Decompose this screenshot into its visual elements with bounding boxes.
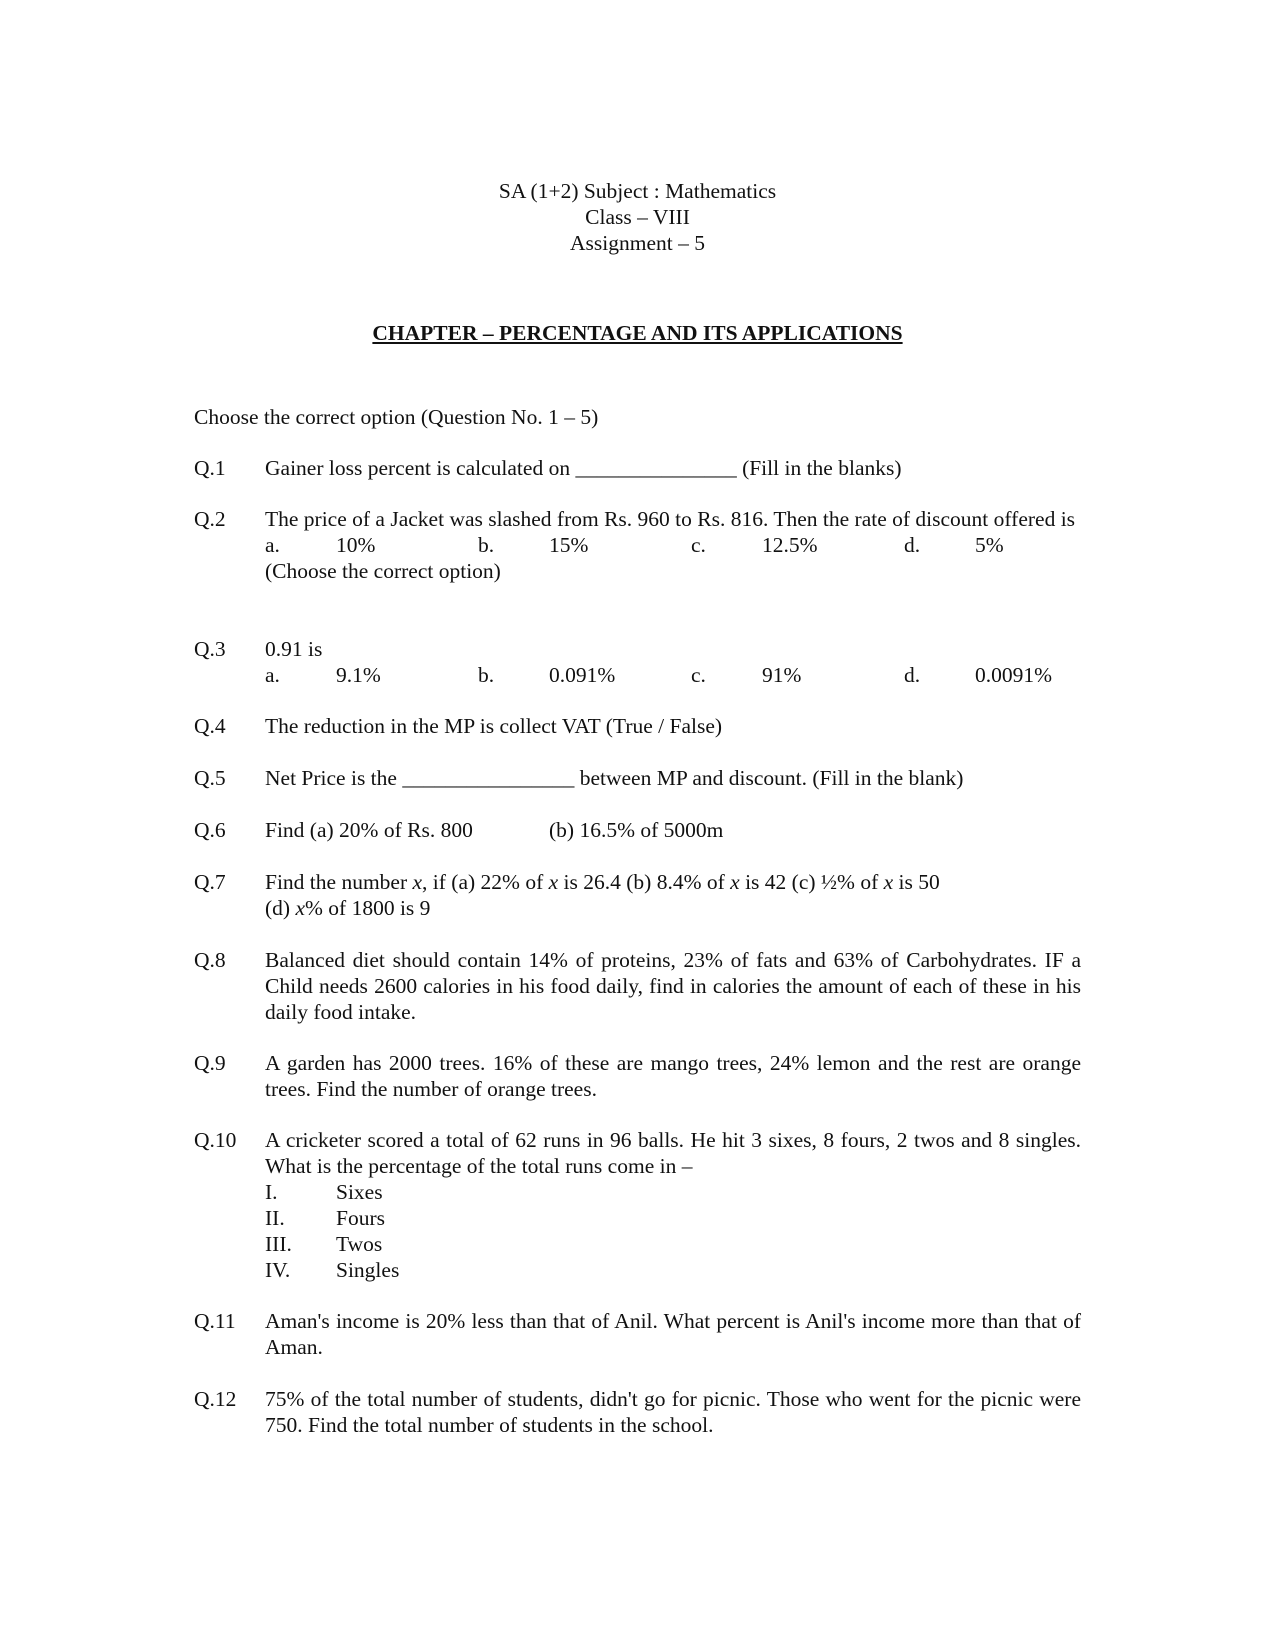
question-4 xyxy=(194,713,1084,739)
assignment-line: Assignment – 5 xyxy=(570,231,705,255)
question-text: 0.91 is xyxy=(265,637,323,661)
question-text: The price of a Jacket was slashed from Rs. 960 to Rs. 816. Then the rate of discount offered is xyxy=(265,507,1076,531)
question-12 xyxy=(194,1386,1084,1438)
class-line: Class – VIII xyxy=(585,205,690,229)
question-11 xyxy=(194,1308,1084,1360)
question-2 xyxy=(194,506,1084,584)
sub-item xyxy=(265,1205,1081,1231)
question-number: Q.3 xyxy=(194,637,226,661)
question-number: Q.10 xyxy=(194,1128,237,1152)
question-8 xyxy=(194,947,1084,1025)
question-text: Net Price is the ________________ between MP and discount. (Fill in the blank) xyxy=(265,766,964,790)
option-letter: a. xyxy=(265,663,280,687)
option-row xyxy=(265,662,1081,688)
option-value: 12.5% xyxy=(762,533,818,557)
option-value: 5% xyxy=(975,533,1004,557)
question-number: Q.12 xyxy=(194,1387,237,1411)
question-text: Balanced diet should contain 14% of proteins, 23% of fats and 63% of Carbohydrates. IF a Child needs 2600 calories in his food daily, find in calories the amount of each of these in his daily food intake. xyxy=(265,948,1081,1024)
question-number: Q.11 xyxy=(194,1309,236,1333)
question-1 xyxy=(194,455,1084,481)
option-letter: a. xyxy=(265,533,280,557)
sub-item xyxy=(265,1231,1081,1257)
option-letter: d. xyxy=(904,533,921,557)
question-number: Q.7 xyxy=(194,870,226,894)
sub-item xyxy=(265,1257,1081,1283)
text-segment: Find the number xyxy=(265,870,413,894)
question-number: Q.5 xyxy=(194,766,226,790)
sub-item-numeral: II. xyxy=(265,1206,285,1230)
question-number: Q.9 xyxy=(194,1051,226,1075)
option-value: 9.1% xyxy=(336,663,381,687)
option-value: 15% xyxy=(549,533,589,557)
question-part-a: Find (a) 20% of Rs. 800 xyxy=(265,818,473,842)
chapter-title: CHAPTER – PERCENTAGE AND ITS APPLICATIONS xyxy=(372,321,903,345)
instruction-text: Choose the correct option (Question No. 1 – 5) xyxy=(194,405,599,429)
option-value: 91% xyxy=(762,663,802,687)
sub-item-numeral: IV. xyxy=(265,1258,291,1282)
option-row xyxy=(265,532,1081,558)
text-segment: is 26.4 (b) 8.4% of xyxy=(558,870,731,894)
sub-item-label: Fours xyxy=(336,1206,385,1230)
option-letter: c. xyxy=(691,533,706,557)
option-letter: b. xyxy=(478,533,495,557)
question-note: (Choose the correct option) xyxy=(265,559,501,583)
text-segment: % of 1800 is 9 xyxy=(305,896,431,920)
question-5 xyxy=(194,765,1084,791)
document-header xyxy=(0,178,1275,256)
question-text: Aman's income is 20% less than that of Anil. What percent is Anil's income more than that of Aman. xyxy=(265,1309,1081,1359)
option-letter: b. xyxy=(478,663,495,687)
variable-x: x xyxy=(730,870,740,894)
option-value: 0.0091% xyxy=(975,663,1053,687)
question-text-line-1 xyxy=(265,869,1081,895)
question-number: Q.8 xyxy=(194,948,226,972)
question-number: Q.6 xyxy=(194,818,226,842)
option-letter: d. xyxy=(904,663,921,687)
question-3 xyxy=(194,636,1084,688)
question-text: A cricketer scored a total of 62 runs in 96 balls. He hit 3 sixes, 8 fours, 2 twos and 8 singles. What is the percentage of the total runs come in – xyxy=(265,1128,1081,1178)
question-number: Q.4 xyxy=(194,714,226,738)
question-number: Q.1 xyxy=(194,456,226,480)
sub-item-numeral: III. xyxy=(265,1232,292,1256)
variable-x: x xyxy=(548,870,559,894)
variable-x: x xyxy=(295,896,305,920)
sub-item-label: Sixes xyxy=(336,1180,383,1204)
question-10 xyxy=(194,1127,1084,1283)
option-letter: c. xyxy=(691,663,706,687)
question-text: The reduction in the MP is collect VAT (True / False) xyxy=(265,714,723,738)
text-segment: (d) xyxy=(265,896,296,920)
question-number: Q.2 xyxy=(194,507,226,531)
variable-x: x xyxy=(883,870,894,894)
question-part-b: (b) 16.5% of 5000m xyxy=(549,818,724,842)
question-text-line-2 xyxy=(265,895,1081,921)
question-7 xyxy=(194,869,1084,921)
text-segment: , if (a) 22% of xyxy=(422,870,549,894)
question-text: 75% of the total number of students, didn't go for picnic. Those who went for the picnic were 750. Find the total number of students in the school. xyxy=(265,1387,1081,1437)
sub-item-label: Singles xyxy=(336,1258,400,1282)
question-text: Gainer loss percent is calculated on _______________ (Fill in the blanks) xyxy=(265,456,902,480)
sub-item xyxy=(265,1179,1081,1205)
variable-x: x xyxy=(412,870,423,894)
question-text: A garden has 2000 trees. 16% of these are mango trees, 24% lemon and the rest are orange trees. Find the number of orange trees. xyxy=(265,1051,1081,1101)
option-value: 0.091% xyxy=(549,663,616,687)
subject-line: SA (1+2) Subject : Mathematics xyxy=(498,179,777,203)
question-9 xyxy=(194,1050,1084,1102)
sub-item-label: Twos xyxy=(336,1232,383,1256)
text-segment: is 42 (c) ½% of xyxy=(739,870,884,894)
question-6 xyxy=(194,817,1084,843)
option-value: 10% xyxy=(336,533,376,557)
text-segment: is 50 xyxy=(893,870,940,894)
sub-item-numeral: I. xyxy=(265,1180,278,1204)
